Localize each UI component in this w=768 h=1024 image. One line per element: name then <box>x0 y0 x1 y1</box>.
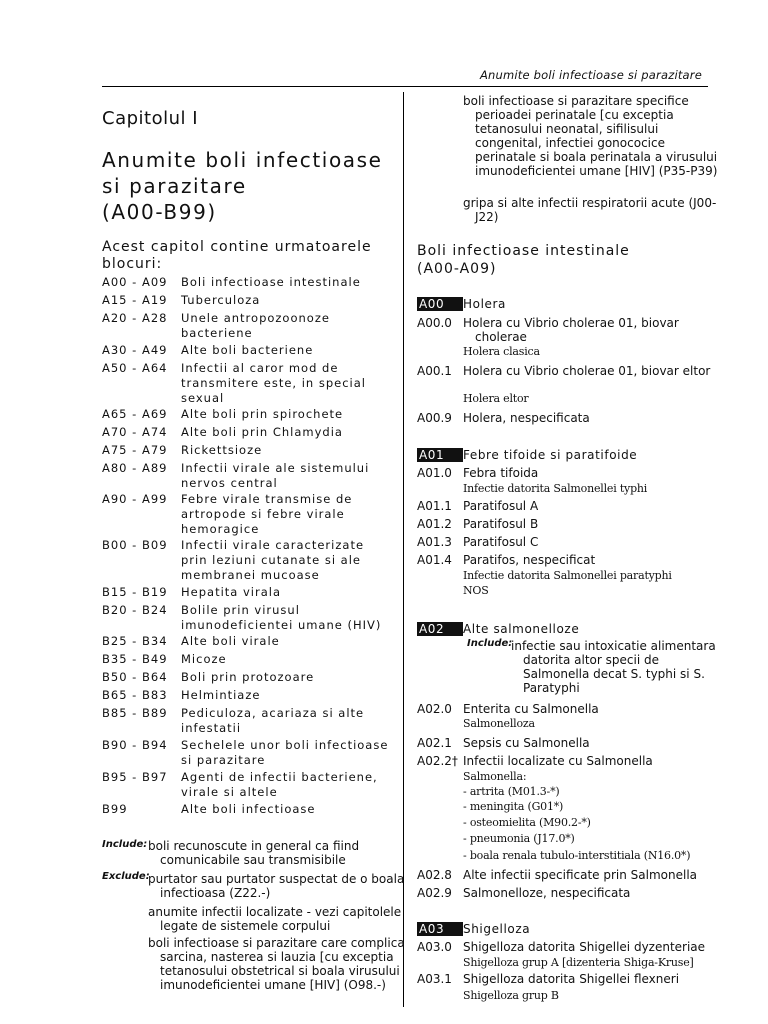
entry-text: Infectii localizate cu Salmonella <box>463 754 653 768</box>
include-label: Include: <box>102 839 148 850</box>
blocks-intro-line-1: Acest capitol contine urmatoarele <box>102 239 372 255</box>
block-title: Alte boli virale <box>181 634 280 648</box>
entry-code: A01.3 <box>417 535 452 549</box>
entry-text: Holera cu Vibrio cholerae 01, biovar eltor <box>463 364 711 378</box>
entry-text: Sepsis cu Salmonella <box>463 736 590 750</box>
chapter-label: Capitolul I <box>102 108 199 129</box>
block-title: Hepatita virala <box>181 585 282 599</box>
block-code: A15 - A19 <box>102 293 168 307</box>
block-code: B95 - B97 <box>102 770 168 784</box>
category-title: Alte salmonelloze <box>463 622 580 636</box>
entry-note-text: Salmonelloza <box>463 717 535 730</box>
entry-text: Paratifosul B <box>463 517 539 531</box>
block-code: B65 - B83 <box>102 688 168 702</box>
entry-note-text: Infectie datorita Salmonellei paratyphi <box>463 569 672 582</box>
block-code: A65 - A69 <box>102 407 168 421</box>
block-code: B85 - B89 <box>102 706 168 720</box>
block-code: A00 - A09 <box>102 275 168 289</box>
block-title: Unele antropozoonoze bacteriene <box>181 311 330 340</box>
block-title: Infectii al caror mod de transmitere este, in special sexual <box>181 361 366 405</box>
category-code: A02 <box>417 622 463 636</box>
chapter-title-line-1: Anumite boli infectioase <box>102 148 383 172</box>
chapter-exclude-1: purtator sau purtator suspectat de o boala infectioasa (Z22.-) <box>148 872 405 900</box>
block-title: Alte boli prin Chlamydia <box>181 425 343 439</box>
entry-note-text: Holera eltor <box>463 392 529 405</box>
entry-text: Alte infectii specificate prin Salmonella <box>463 868 698 882</box>
block-title: Micoze <box>181 652 227 666</box>
exclude-label: Exclude: <box>102 871 150 882</box>
entry-code: A00.1 <box>417 364 452 378</box>
entry-note-text: - osteomielita (M90.2-*) <box>463 816 591 829</box>
category-include-label: Include: <box>467 638 513 649</box>
block-title: Infectii virale caracterizate prin leziuni cutanate si ale membranei mucoase <box>181 538 365 582</box>
category-include-text: infectie sau intoxicatie alimentara datorita altor specii de Salmonella decat S. typhi si S. Paratyphi <box>511 639 716 695</box>
block-code: A70 - A74 <box>102 425 168 439</box>
entry-note-text: Shigelloza grup A [dizenteria Shiga-Kruse] <box>463 956 694 969</box>
block-code: B20 - B24 <box>102 603 168 617</box>
entry-text: Holera, nespecificata <box>463 411 590 425</box>
category-title: Febre tifoide si paratifoide <box>463 448 638 462</box>
block-code: A30 - A49 <box>102 343 168 357</box>
entry-note-text: NOS <box>463 584 489 597</box>
entry-code: A02.2† <box>417 754 458 768</box>
block-code: B25 - B34 <box>102 634 168 648</box>
chapter-exclude-3: boli infectioase si parazitare care complica sarcina, nasterea si lauzia [cu exceptia tetanosului obstetrical si boala virusului imunodeficientei umane [HIV] (O98.-) <box>148 936 405 992</box>
block-code: A80 - A89 <box>102 461 168 475</box>
block-title: Sechelele unor boli infectioase si parazitare <box>181 738 389 767</box>
entry-code: A01.0 <box>417 466 452 480</box>
block-code: A75 - A79 <box>102 443 168 457</box>
entry-text: Holera cu Vibrio cholerae 01, biovar cholerae <box>463 316 679 344</box>
entry-text: Enterita cu Salmonella <box>463 702 599 716</box>
block-title: Tuberculoza <box>181 293 261 307</box>
block-title: Alte boli infectioase <box>181 802 316 816</box>
entry-code: A03.0 <box>417 940 452 954</box>
block-title: Bolile prin virusul imunodeficientei umane (HIV) <box>181 603 382 632</box>
category-code: A03 <box>417 922 463 936</box>
entry-note-text: Shigelloza grup B <box>463 989 559 1002</box>
block-title: Agenti de infectii bacteriene, virale si altele <box>181 770 378 799</box>
entry-note-text: Salmonella: <box>463 770 527 783</box>
entry-text: Febra tifoida <box>463 466 539 480</box>
entry-note-text: - pneumonia (J17.0*) <box>463 832 575 845</box>
entry-text: Paratifos, nespecificat <box>463 553 596 567</box>
entry-code: A01.2 <box>417 517 452 531</box>
blocks-intro-line-2: blocuri: <box>102 256 163 272</box>
block-title: Boli infectioase intestinale <box>181 275 361 289</box>
entry-note-text: - artrita (M01.3-*) <box>463 785 560 798</box>
entry-code: A02.9 <box>417 886 452 900</box>
block-title: Rickettsioze <box>181 443 263 457</box>
entry-code: A01.4 <box>417 553 452 567</box>
block-code: A90 - A99 <box>102 492 168 506</box>
block-code: B15 - B19 <box>102 585 168 599</box>
section-title-line-2: (A00-A09) <box>417 261 497 277</box>
block-code: A20 - A28 <box>102 311 168 325</box>
column-divider <box>403 92 404 1007</box>
chapter-exclude-4: boli infectioase si parazitare specifice perioadei perinatale [cu exceptia tetanosului neonatal, sifilisului congenital, infectiei gonococice perinatale si boala perinatala a virusului imunodeficientei umane [HIV] (P35-P39) <box>463 94 718 178</box>
block-title: Pediculoza, acariaza si alte infestatii <box>181 706 365 735</box>
entry-code: A03.1 <box>417 972 452 986</box>
entry-code: A00.9 <box>417 411 452 425</box>
entry-code: A01.1 <box>417 499 452 513</box>
block-title: Alte boli prin spirochete <box>181 407 344 421</box>
chapter-exclude-5: gripa si alte infectii respiratorii acute (J00-J22) <box>463 196 717 224</box>
running-header: Anumite boli infectioase si parazitare <box>479 68 702 82</box>
block-code: B99 <box>102 802 128 816</box>
entry-text: Paratifosul A <box>463 499 539 513</box>
header-rule <box>102 86 708 87</box>
block-code: B90 - B94 <box>102 738 168 752</box>
block-code: B00 - B09 <box>102 538 168 552</box>
entry-code: A02.0 <box>417 702 452 716</box>
section-title-line-1: Boli infectioase intestinale <box>417 243 630 259</box>
entry-text: Paratifosul C <box>463 535 539 549</box>
entry-note-text: - boala renala tubulo-interstitiala (N16.0*) <box>463 849 691 862</box>
block-code: B50 - B64 <box>102 670 168 684</box>
entry-note-text: - meningita (G01*) <box>463 800 564 813</box>
entry-code: A00.0 <box>417 316 452 330</box>
block-title: Alte boli bacteriene <box>181 343 314 357</box>
category-title: Shigelloza <box>463 922 531 936</box>
entry-note-text: Holera clasica <box>463 345 540 358</box>
chapter-title-line-3: (A00-B99) <box>102 200 217 224</box>
block-code: B35 - B49 <box>102 652 168 666</box>
chapter-exclude-2: anumite infectii localizate - vezi capitolele legate de sistemele corpului <box>148 905 402 933</box>
block-title: Boli prin protozoare <box>181 670 315 684</box>
entry-text: Shigelloza datorita Shigellei flexneri <box>463 972 680 986</box>
chapter-include-text: boli recunoscute in general ca fiind comunicabile sau transmisibile <box>148 839 360 867</box>
block-title: Helmintiaze <box>181 688 261 702</box>
block-title: Infectii virale ale sistemului nervos central <box>181 461 370 490</box>
chapter-title-line-2: si parazitare <box>102 174 247 198</box>
entry-note-text: Infectie datorita Salmonellei typhi <box>463 482 648 495</box>
category-code: A00 <box>417 297 463 311</box>
block-code: A50 - A64 <box>102 361 168 375</box>
entry-text: Salmonelloze, nespecificata <box>463 886 631 900</box>
category-title: Holera <box>463 297 506 311</box>
entry-code: A02.8 <box>417 868 452 882</box>
block-title: Febre virale transmise de artropode si febre virale hemoragice <box>181 492 353 536</box>
entry-text: Shigelloza datorita Shigellei dyzenteriae <box>463 940 706 954</box>
entry-code: A02.1 <box>417 736 452 750</box>
category-code: A01 <box>417 448 463 462</box>
